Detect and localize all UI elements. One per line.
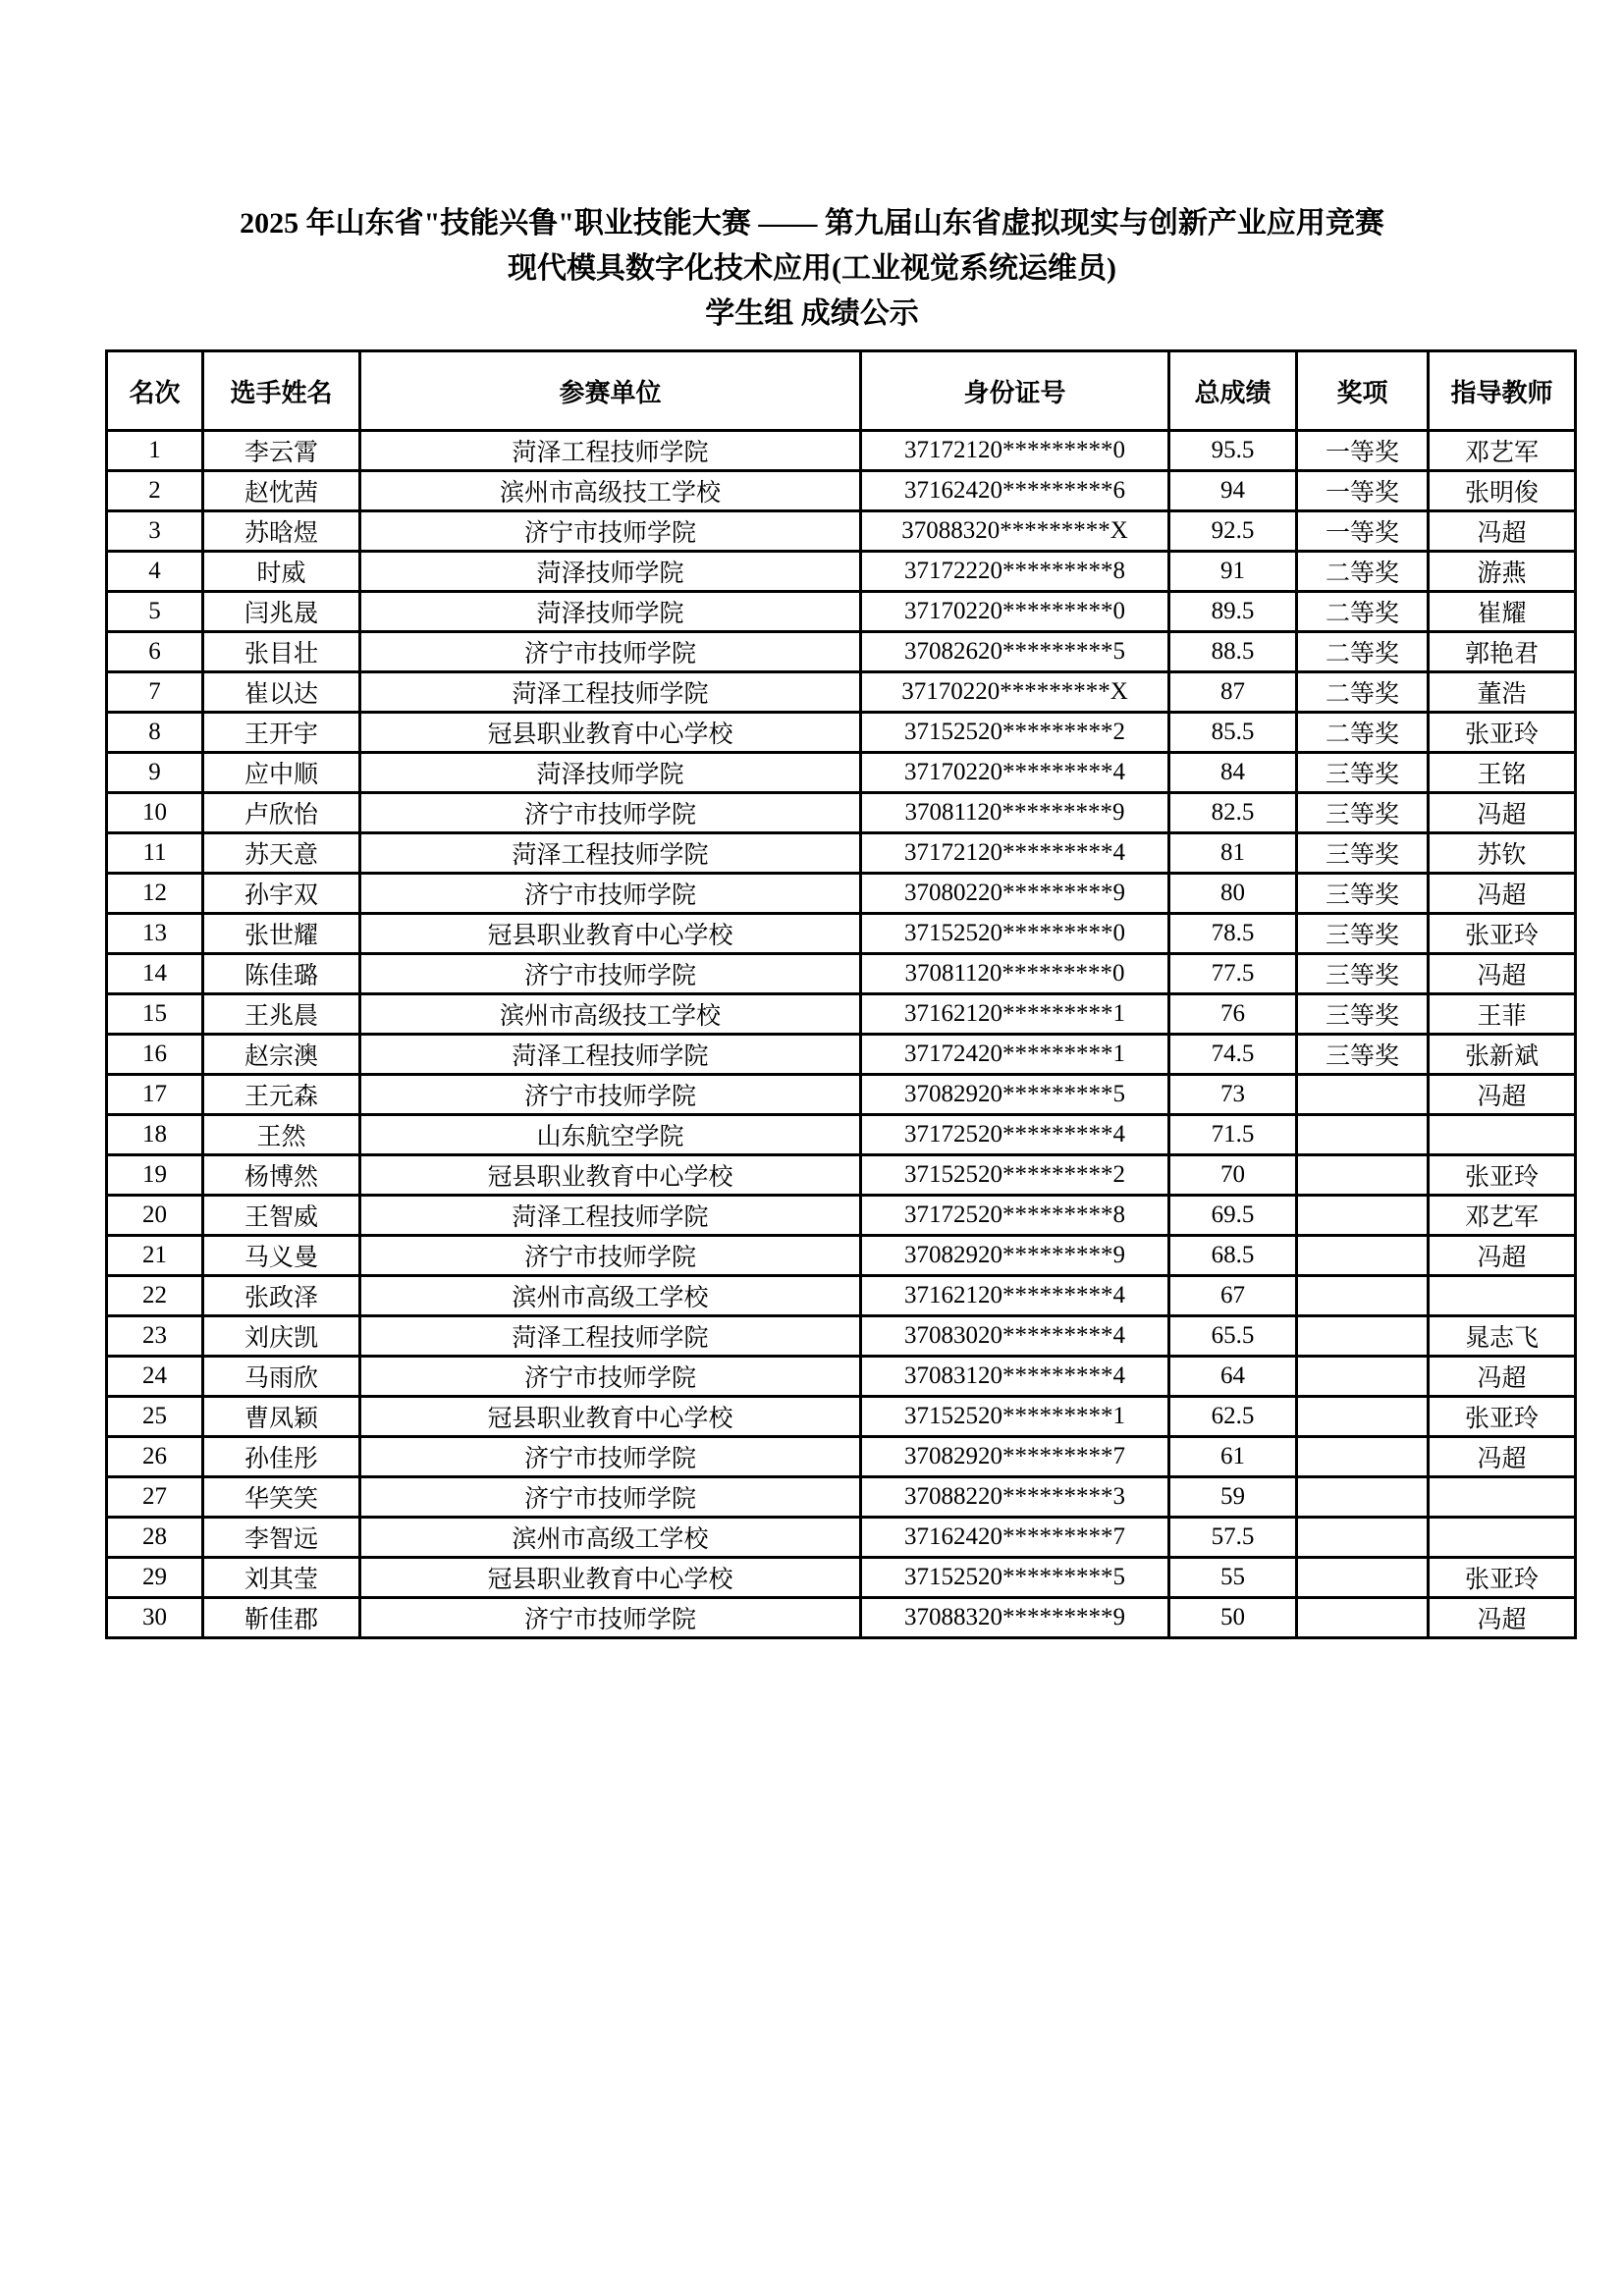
table-row xyxy=(107,632,1576,672)
cell-instructor: 邓艺军 xyxy=(1429,1196,1576,1236)
cell-unit: 菏泽工程技师学院 xyxy=(360,1196,861,1236)
cell-id-number: 37170220*********4 xyxy=(861,753,1169,793)
cell-award: 一等奖 xyxy=(1297,431,1429,471)
cell-instructor: 崔耀 xyxy=(1429,592,1576,632)
cell-total-score: 77.5 xyxy=(1169,954,1297,994)
table-row xyxy=(107,713,1576,753)
cell-total-score: 64 xyxy=(1169,1357,1297,1397)
cell-instructor: 张亚玲 xyxy=(1429,1397,1576,1437)
cell-rank: 9 xyxy=(107,753,203,793)
cell-unit: 济宁市技师学院 xyxy=(360,1357,861,1397)
table-row xyxy=(107,1316,1576,1357)
cell-instructor: 董浩 xyxy=(1429,672,1576,713)
table-row xyxy=(107,1236,1576,1276)
cell-unit: 冠县职业教育中心学校 xyxy=(360,914,861,954)
cell-contestant-name: 陈佳璐 xyxy=(203,954,360,994)
cell-total-score: 81 xyxy=(1169,833,1297,874)
cell-unit: 济宁市技师学院 xyxy=(360,1236,861,1276)
cell-unit: 冠县职业教育中心学校 xyxy=(360,1558,861,1598)
cell-total-score: 59 xyxy=(1169,1477,1297,1518)
column-header-unit: 参赛单位 xyxy=(360,351,861,431)
table-row xyxy=(107,874,1576,914)
cell-id-number: 37080220*********9 xyxy=(861,874,1169,914)
cell-award: 三等奖 xyxy=(1297,954,1429,994)
cell-instructor: 王菲 xyxy=(1429,994,1576,1035)
cell-instructor xyxy=(1429,1115,1576,1155)
cell-award xyxy=(1297,1236,1429,1276)
cell-rank: 27 xyxy=(107,1477,203,1518)
cell-contestant-name: 王开宇 xyxy=(203,713,360,753)
cell-award xyxy=(1297,1598,1429,1638)
cell-rank: 5 xyxy=(107,592,203,632)
cell-unit: 菏泽工程技师学院 xyxy=(360,431,861,471)
cell-award xyxy=(1297,1437,1429,1477)
cell-contestant-name: 王然 xyxy=(203,1115,360,1155)
cell-id-number: 37152520*********1 xyxy=(861,1397,1169,1437)
table-row xyxy=(107,672,1576,713)
cell-unit: 济宁市技师学院 xyxy=(360,874,861,914)
cell-award: 二等奖 xyxy=(1297,713,1429,753)
cell-id-number: 37083020*********4 xyxy=(861,1316,1169,1357)
column-header-rank: 名次 xyxy=(107,351,203,431)
cell-instructor: 张亚玲 xyxy=(1429,1155,1576,1196)
document-title xyxy=(0,0,1624,337)
cell-unit: 滨州市高级工学校 xyxy=(360,1276,861,1316)
cell-total-score: 82.5 xyxy=(1169,793,1297,833)
cell-contestant-name: 闫兆晟 xyxy=(203,592,360,632)
cell-rank: 8 xyxy=(107,713,203,753)
cell-rank: 20 xyxy=(107,1196,203,1236)
cell-contestant-name: 李云霄 xyxy=(203,431,360,471)
cell-contestant-name: 马义曼 xyxy=(203,1236,360,1276)
cell-rank: 19 xyxy=(107,1155,203,1196)
cell-rank: 26 xyxy=(107,1437,203,1477)
cell-id-number: 37088220*********3 xyxy=(861,1477,1169,1518)
cell-total-score: 84 xyxy=(1169,753,1297,793)
cell-rank: 15 xyxy=(107,994,203,1035)
cell-award xyxy=(1297,1316,1429,1357)
cell-contestant-name: 苏晗煜 xyxy=(203,511,360,552)
cell-unit: 冠县职业教育中心学校 xyxy=(360,1155,861,1196)
cell-award: 三等奖 xyxy=(1297,914,1429,954)
cell-total-score: 69.5 xyxy=(1169,1196,1297,1236)
cell-total-score: 89.5 xyxy=(1169,592,1297,632)
cell-rank: 28 xyxy=(107,1518,203,1558)
cell-total-score: 70 xyxy=(1169,1155,1297,1196)
cell-award xyxy=(1297,1397,1429,1437)
cell-contestant-name: 张目壮 xyxy=(203,632,360,672)
cell-unit: 菏泽工程技师学院 xyxy=(360,1035,861,1075)
cell-contestant-name: 李智远 xyxy=(203,1518,360,1558)
cell-total-score: 94 xyxy=(1169,471,1297,511)
cell-id-number: 37172220*********8 xyxy=(861,552,1169,592)
cell-rank: 23 xyxy=(107,1316,203,1357)
cell-total-score: 92.5 xyxy=(1169,511,1297,552)
cell-instructor xyxy=(1429,1477,1576,1518)
cell-instructor: 苏钦 xyxy=(1429,833,1576,874)
cell-rank: 29 xyxy=(107,1558,203,1598)
cell-unit: 滨州市高级技工学校 xyxy=(360,471,861,511)
cell-rank: 11 xyxy=(107,833,203,874)
cell-id-number: 37172520*********8 xyxy=(861,1196,1169,1236)
cell-instructor: 冯超 xyxy=(1429,1357,1576,1397)
cell-instructor: 冯超 xyxy=(1429,1437,1576,1477)
cell-total-score: 68.5 xyxy=(1169,1236,1297,1276)
cell-id-number: 37081120*********0 xyxy=(861,954,1169,994)
cell-unit: 山东航空学院 xyxy=(360,1115,861,1155)
cell-instructor: 晁志飞 xyxy=(1429,1316,1576,1357)
cell-unit: 济宁市技师学院 xyxy=(360,1075,861,1115)
cell-unit: 菏泽技师学院 xyxy=(360,753,861,793)
cell-contestant-name: 王兆晨 xyxy=(203,994,360,1035)
title-line-2: 现代模具数字化技术应用(工业视觉系统运维员) xyxy=(508,252,1116,285)
table-row xyxy=(107,431,1576,471)
cell-contestant-name: 刘其莹 xyxy=(203,1558,360,1598)
cell-instructor: 冯超 xyxy=(1429,1236,1576,1276)
cell-rank: 4 xyxy=(107,552,203,592)
column-header-instructor: 指导教师 xyxy=(1429,351,1576,431)
cell-instructor: 张明俊 xyxy=(1429,471,1576,511)
cell-award xyxy=(1297,1276,1429,1316)
column-header-award: 奖项 xyxy=(1297,351,1429,431)
cell-instructor: 冯超 xyxy=(1429,511,1576,552)
cell-contestant-name: 应中顺 xyxy=(203,753,360,793)
cell-id-number: 37082920*********7 xyxy=(861,1437,1169,1477)
cell-award: 二等奖 xyxy=(1297,632,1429,672)
cell-instructor: 冯超 xyxy=(1429,1075,1576,1115)
table-row xyxy=(107,1115,1576,1155)
table-row xyxy=(107,1598,1576,1638)
cell-unit: 济宁市技师学院 xyxy=(360,1437,861,1477)
cell-award: 三等奖 xyxy=(1297,1035,1429,1075)
cell-contestant-name: 赵忱茜 xyxy=(203,471,360,511)
table-row xyxy=(107,511,1576,552)
cell-total-score: 74.5 xyxy=(1169,1035,1297,1075)
cell-total-score: 61 xyxy=(1169,1437,1297,1477)
cell-unit: 菏泽技师学院 xyxy=(360,592,861,632)
cell-total-score: 80 xyxy=(1169,874,1297,914)
cell-rank: 22 xyxy=(107,1276,203,1316)
cell-id-number: 37081120*********9 xyxy=(861,793,1169,833)
cell-rank: 10 xyxy=(107,793,203,833)
cell-unit: 菏泽工程技师学院 xyxy=(360,672,861,713)
cell-id-number: 37152520*********2 xyxy=(861,1155,1169,1196)
cell-unit: 菏泽技师学院 xyxy=(360,552,861,592)
cell-contestant-name: 马雨欣 xyxy=(203,1357,360,1397)
cell-award xyxy=(1297,1196,1429,1236)
cell-id-number: 37152520*********5 xyxy=(861,1558,1169,1598)
table-row xyxy=(107,833,1576,874)
cell-total-score: 95.5 xyxy=(1169,431,1297,471)
cell-rank: 12 xyxy=(107,874,203,914)
cell-unit: 济宁市技师学院 xyxy=(360,1598,861,1638)
cell-instructor: 张亚玲 xyxy=(1429,914,1576,954)
column-header-contestant-name: 选手姓名 xyxy=(203,351,360,431)
cell-unit: 菏泽工程技师学院 xyxy=(360,833,861,874)
cell-id-number: 37172520*********4 xyxy=(861,1115,1169,1155)
cell-total-score: 91 xyxy=(1169,552,1297,592)
cell-total-score: 76 xyxy=(1169,994,1297,1035)
cell-id-number: 37082920*********9 xyxy=(861,1236,1169,1276)
cell-award: 三等奖 xyxy=(1297,994,1429,1035)
cell-contestant-name: 曹凤颖 xyxy=(203,1397,360,1437)
cell-contestant-name: 时威 xyxy=(203,552,360,592)
cell-id-number: 37152520*********0 xyxy=(861,914,1169,954)
cell-unit: 济宁市技师学院 xyxy=(360,511,861,552)
table-row xyxy=(107,954,1576,994)
cell-award: 三等奖 xyxy=(1297,874,1429,914)
cell-contestant-name: 刘庆凯 xyxy=(203,1316,360,1357)
cell-award xyxy=(1297,1518,1429,1558)
cell-rank: 6 xyxy=(107,632,203,672)
cell-award xyxy=(1297,1115,1429,1155)
cell-total-score: 62.5 xyxy=(1169,1397,1297,1437)
table-row xyxy=(107,1437,1576,1477)
cell-award xyxy=(1297,1357,1429,1397)
cell-id-number: 37088320*********X xyxy=(861,511,1169,552)
cell-unit: 滨州市高级技工学校 xyxy=(360,994,861,1035)
cell-id-number: 37083120*********4 xyxy=(861,1357,1169,1397)
cell-rank: 14 xyxy=(107,954,203,994)
cell-instructor: 游燕 xyxy=(1429,552,1576,592)
table-row xyxy=(107,1196,1576,1236)
cell-id-number: 37082620*********5 xyxy=(861,632,1169,672)
cell-id-number: 37172120*********0 xyxy=(861,431,1169,471)
cell-total-score: 73 xyxy=(1169,1075,1297,1115)
cell-total-score: 85.5 xyxy=(1169,713,1297,753)
cell-award: 三等奖 xyxy=(1297,753,1429,793)
table-row xyxy=(107,1477,1576,1518)
cell-rank: 13 xyxy=(107,914,203,954)
cell-rank: 7 xyxy=(107,672,203,713)
cell-unit: 济宁市技师学院 xyxy=(360,1477,861,1518)
results-table xyxy=(105,349,1577,1639)
cell-contestant-name: 王智威 xyxy=(203,1196,360,1236)
cell-unit: 济宁市技师学院 xyxy=(360,632,861,672)
cell-id-number: 37082920*********5 xyxy=(861,1075,1169,1115)
cell-rank: 24 xyxy=(107,1357,203,1397)
cell-id-number: 37162420*********7 xyxy=(861,1518,1169,1558)
table-row xyxy=(107,552,1576,592)
column-header-total-score: 总成绩 xyxy=(1169,351,1297,431)
cell-id-number: 37088320*********9 xyxy=(861,1598,1169,1638)
cell-award: 三等奖 xyxy=(1297,833,1429,874)
table-row xyxy=(107,1155,1576,1196)
cell-instructor: 冯超 xyxy=(1429,954,1576,994)
cell-contestant-name: 赵宗澳 xyxy=(203,1035,360,1075)
cell-award xyxy=(1297,1075,1429,1115)
cell-id-number: 37162120*********4 xyxy=(861,1276,1169,1316)
cell-award xyxy=(1297,1155,1429,1196)
cell-contestant-name: 张世耀 xyxy=(203,914,360,954)
table-row xyxy=(107,1558,1576,1598)
cell-unit: 济宁市技师学院 xyxy=(360,793,861,833)
cell-contestant-name: 杨博然 xyxy=(203,1155,360,1196)
cell-instructor: 邓艺军 xyxy=(1429,431,1576,471)
cell-rank: 3 xyxy=(107,511,203,552)
table-row xyxy=(107,471,1576,511)
cell-instructor: 郭艳君 xyxy=(1429,632,1576,672)
table-row xyxy=(107,914,1576,954)
cell-instructor: 张新斌 xyxy=(1429,1035,1576,1075)
cell-instructor xyxy=(1429,1518,1576,1558)
cell-contestant-name: 靳佳郡 xyxy=(203,1598,360,1638)
cell-unit: 济宁市技师学院 xyxy=(360,954,861,994)
cell-id-number: 37170220*********0 xyxy=(861,592,1169,632)
table-row xyxy=(107,994,1576,1035)
cell-total-score: 55 xyxy=(1169,1558,1297,1598)
table-row xyxy=(107,1276,1576,1316)
cell-award: 二等奖 xyxy=(1297,592,1429,632)
cell-award: 一等奖 xyxy=(1297,471,1429,511)
table-row xyxy=(107,1035,1576,1075)
cell-id-number: 37170220*********X xyxy=(861,672,1169,713)
cell-total-score: 78.5 xyxy=(1169,914,1297,954)
cell-unit: 菏泽工程技师学院 xyxy=(360,1316,861,1357)
cell-contestant-name: 张政泽 xyxy=(203,1276,360,1316)
cell-rank: 17 xyxy=(107,1075,203,1115)
column-header-id-number: 身份证号 xyxy=(861,351,1169,431)
cell-id-number: 37162120*********1 xyxy=(861,994,1169,1035)
table-row xyxy=(107,592,1576,632)
cell-instructor: 张亚玲 xyxy=(1429,1558,1576,1598)
cell-award: 一等奖 xyxy=(1297,511,1429,552)
cell-rank: 18 xyxy=(107,1115,203,1155)
table-row xyxy=(107,1518,1576,1558)
cell-award xyxy=(1297,1477,1429,1518)
cell-instructor: 冯超 xyxy=(1429,793,1576,833)
title-line-1: 2025 年山东省"技能兴鲁"职业技能大赛 —— 第九届山东省虚拟现实与创新产业应用竞赛 xyxy=(240,207,1384,240)
cell-instructor: 王铭 xyxy=(1429,753,1576,793)
cell-instructor: 张亚玲 xyxy=(1429,713,1576,753)
cell-total-score: 87 xyxy=(1169,672,1297,713)
cell-id-number: 37162420*********6 xyxy=(861,471,1169,511)
cell-contestant-name: 王元森 xyxy=(203,1075,360,1115)
cell-id-number: 37172420*********1 xyxy=(861,1035,1169,1075)
cell-rank: 2 xyxy=(107,471,203,511)
cell-total-score: 88.5 xyxy=(1169,632,1297,672)
cell-total-score: 65.5 xyxy=(1169,1316,1297,1357)
title-line-3: 学生组 成绩公示 xyxy=(705,297,919,330)
cell-instructor: 冯超 xyxy=(1429,1598,1576,1638)
cell-contestant-name: 苏天意 xyxy=(203,833,360,874)
cell-contestant-name: 华笑笑 xyxy=(203,1477,360,1518)
cell-unit: 滨州市高级工学校 xyxy=(360,1518,861,1558)
cell-award: 二等奖 xyxy=(1297,552,1429,592)
cell-rank: 30 xyxy=(107,1598,203,1638)
table-row xyxy=(107,753,1576,793)
cell-id-number: 37152520*********2 xyxy=(861,713,1169,753)
cell-total-score: 50 xyxy=(1169,1598,1297,1638)
cell-unit: 冠县职业教育中心学校 xyxy=(360,713,861,753)
cell-contestant-name: 孙宇双 xyxy=(203,874,360,914)
cell-contestant-name: 卢欣怡 xyxy=(203,793,360,833)
table-row xyxy=(107,1075,1576,1115)
cell-id-number: 37172120*********4 xyxy=(861,833,1169,874)
cell-total-score: 71.5 xyxy=(1169,1115,1297,1155)
cell-award: 三等奖 xyxy=(1297,793,1429,833)
table-row xyxy=(107,1357,1576,1397)
cell-instructor: 冯超 xyxy=(1429,874,1576,914)
cell-rank: 16 xyxy=(107,1035,203,1075)
table-row xyxy=(107,793,1576,833)
cell-rank: 21 xyxy=(107,1236,203,1276)
cell-contestant-name: 崔以达 xyxy=(203,672,360,713)
cell-contestant-name: 孙佳彤 xyxy=(203,1437,360,1477)
table-header-row xyxy=(107,351,1576,431)
cell-award xyxy=(1297,1558,1429,1598)
cell-total-score: 67 xyxy=(1169,1276,1297,1316)
cell-unit: 冠县职业教育中心学校 xyxy=(360,1397,861,1437)
cell-total-score: 57.5 xyxy=(1169,1518,1297,1558)
cell-rank: 25 xyxy=(107,1397,203,1437)
cell-award: 二等奖 xyxy=(1297,672,1429,713)
table-row xyxy=(107,1397,1576,1437)
cell-instructor xyxy=(1429,1276,1576,1316)
cell-rank: 1 xyxy=(107,431,203,471)
